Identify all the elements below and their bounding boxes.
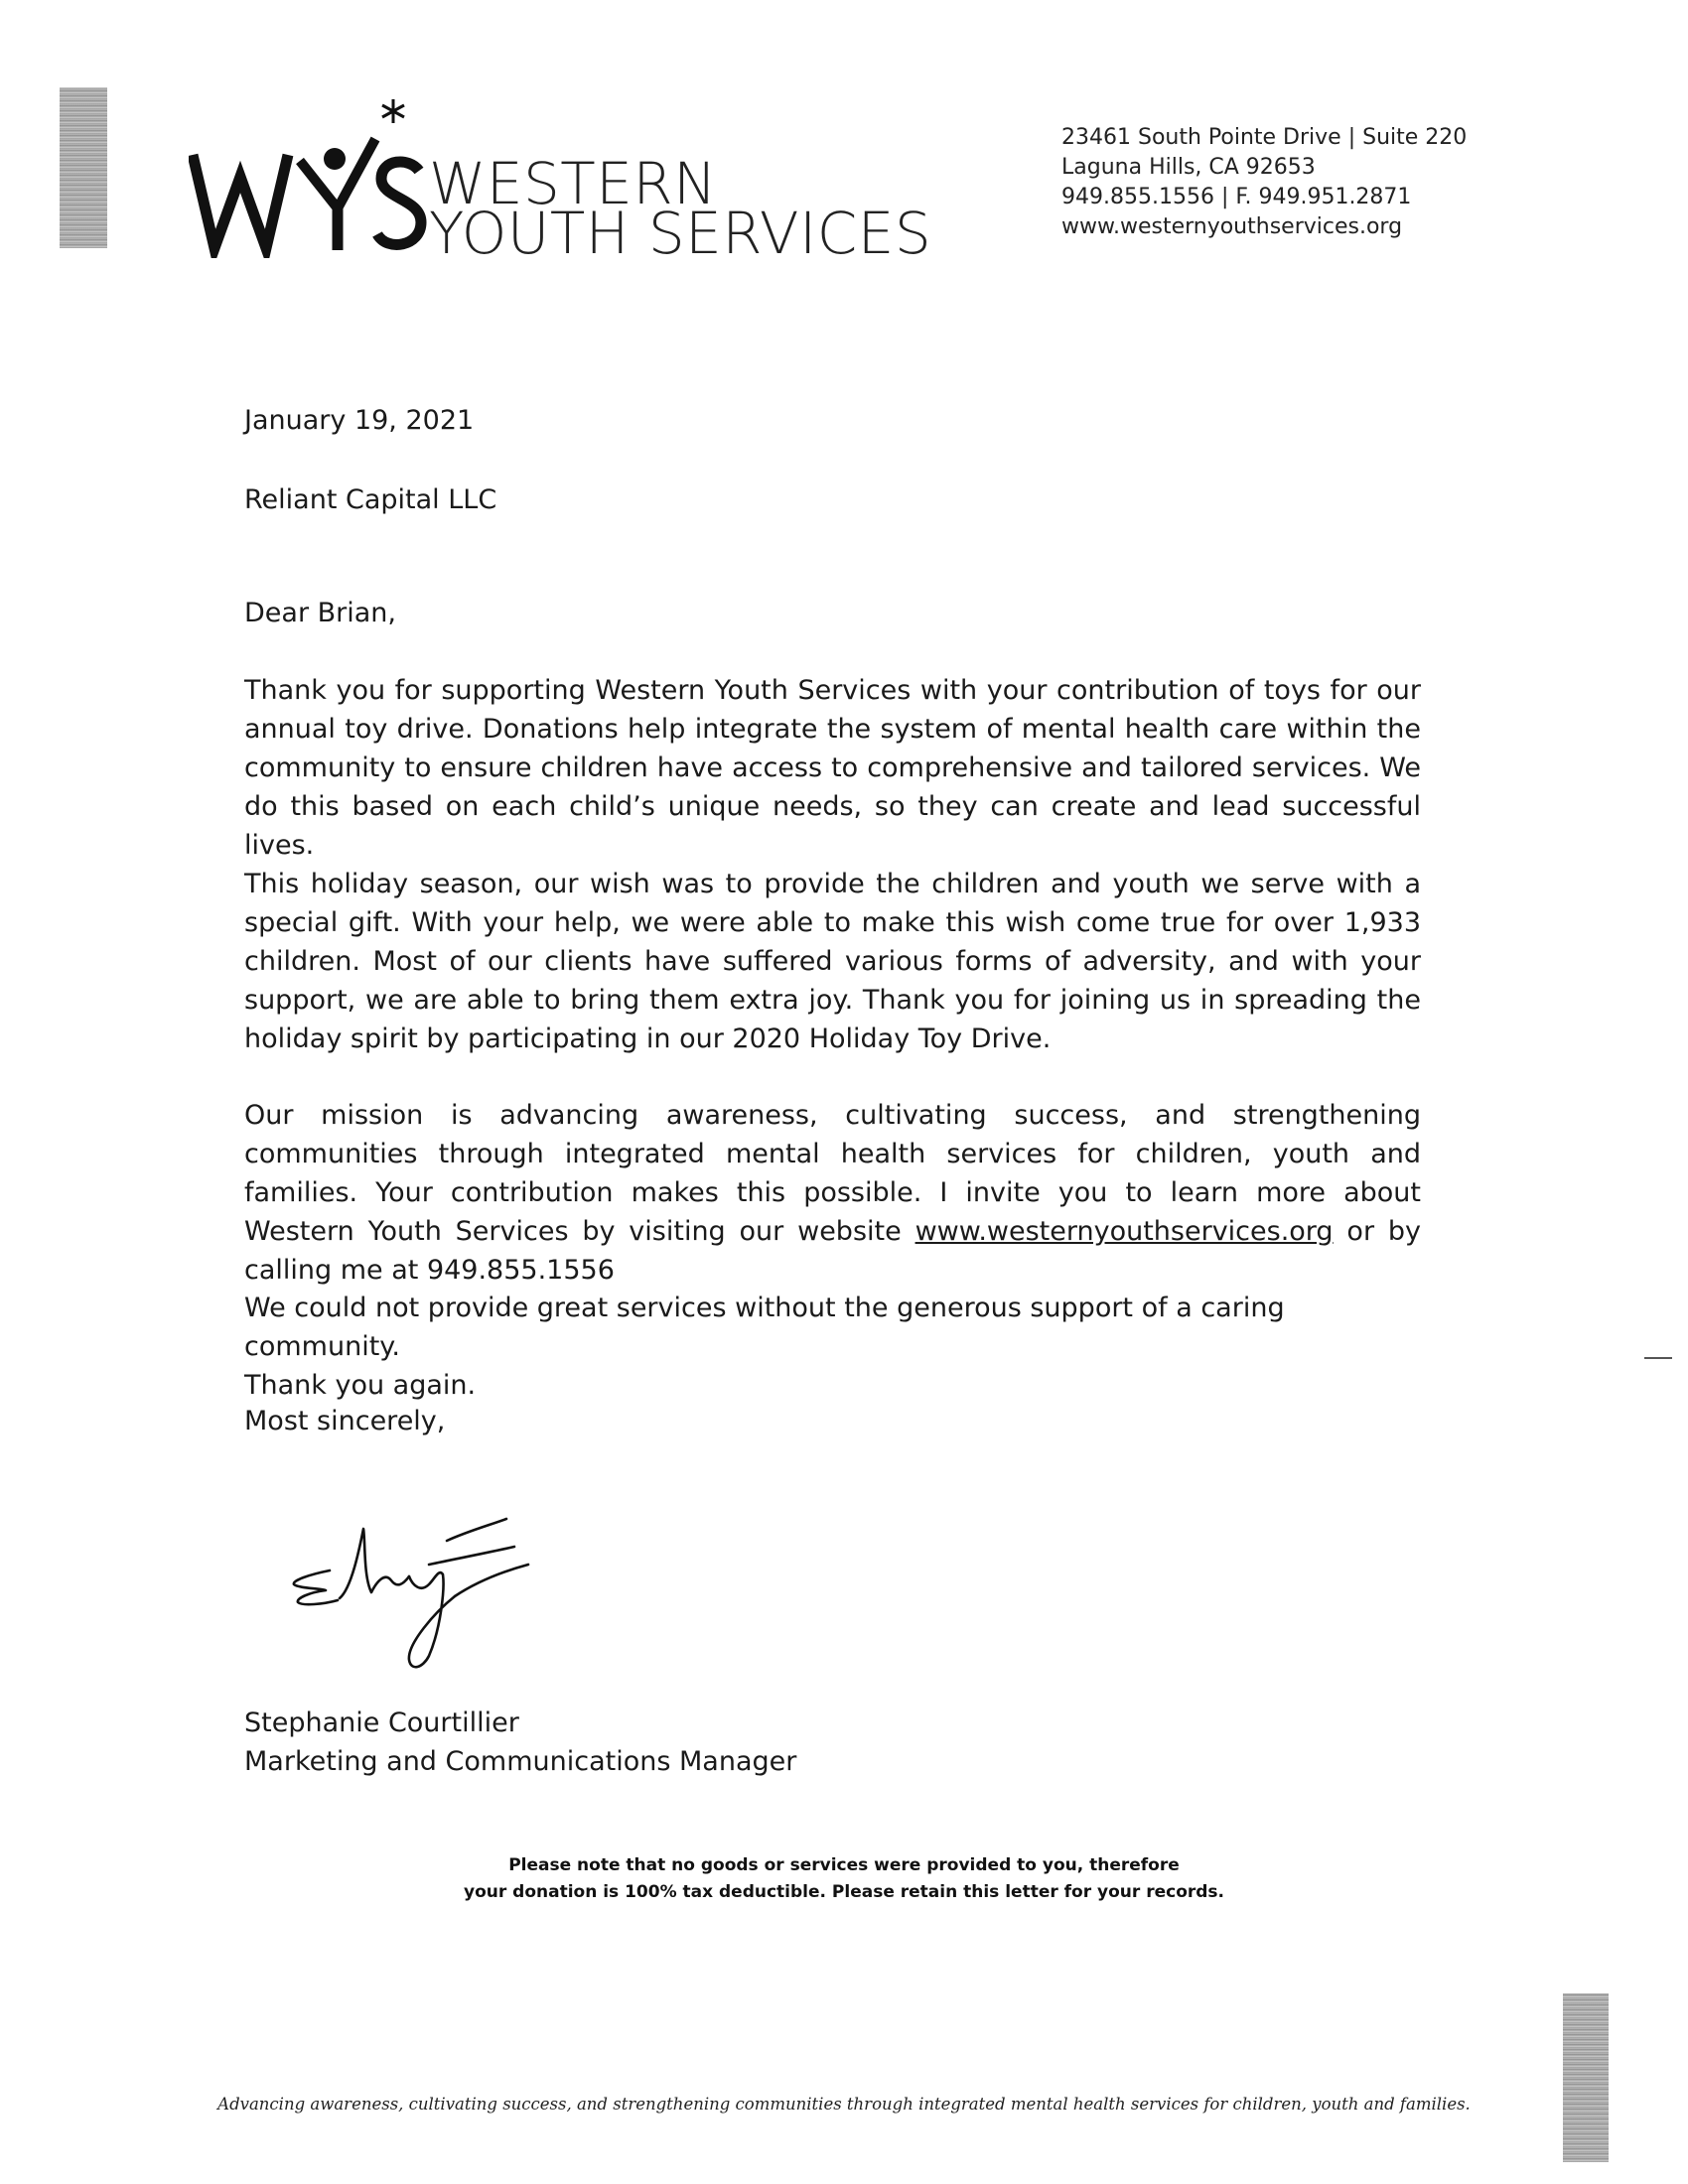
tax-deductible-note [0, 1852, 1688, 1906]
paragraph-line: Thank you again. [244, 1370, 477, 1401]
footer-tagline: Advancing awareness, cultivating success, and strengthening communities through integrated mental health services for children, youth and families. [217, 2095, 1471, 2114]
wordmark-line2: YOUTH SERVICES [429, 200, 932, 267]
signer-title: Marketing and Communications Manager [244, 1746, 797, 1777]
letter-recipient: Reliant Capital LLC [244, 484, 497, 515]
letterhead-address [1061, 123, 1467, 242]
address-website: www.westernyouthservices.org [1061, 214, 1403, 239]
organization-wordmark [429, 150, 932, 267]
paragraph-text: or by calling me at 949.855.1556 [244, 1216, 1422, 1286]
address-street: 23461 South Pointe Drive | Suite 220 [1061, 125, 1468, 150]
handwritten-signature-icon [280, 1489, 598, 1678]
letter-date: January 19, 2021 [244, 405, 475, 436]
paragraph-text: Our mission is advancing awareness, cultivating success, and strengthening communities through integrated mental health services for children, youth and families. Your contribution makes this possible. I invite you to learn more about Western Youth Services by visiting our website [244, 1100, 1421, 1247]
address-phone-fax: 949.855.1556 | F. 949.951.2871 [1061, 185, 1412, 209]
website-link[interactable]: www.westernyouthservices.org [914, 1216, 1334, 1247]
note-line: Please note that no goods or services were provided to you, therefore [508, 1855, 1180, 1875]
letter-salutation: Dear Brian, [244, 598, 396, 628]
letter-paragraph-mission [244, 1096, 1421, 1290]
scan-artifact-right [1563, 1993, 1609, 2162]
organization-logo [189, 99, 932, 267]
note-line: your donation is 100% tax deductible. Please retain this letter for your records. [463, 1882, 1225, 1902]
wys-logo-mark-icon [189, 99, 427, 258]
wordmark-line1: WESTERN [429, 150, 718, 217]
margin-mark [1644, 1357, 1672, 1359]
letter-paragraph: This holiday season, our wish was to provide the children and youth we serve with a special gift. With your help, we were able to make this wish come true for over 1,933 children. Most of our clients have suffered various forms of adversity, and with your support, we are able to bring them extra joy. Thank you for joining us in spreading the holiday spirit by participating in our 2020 Holiday Toy Drive. [244, 869, 1421, 1054]
letter-paragraph: Thank you for supporting Western Youth Services with your contribution of toys for our annual toy drive. Donations help integrate the system of mental health care within the community to ensure children have access to comprehensive and tailored services. We do this based on each child’s unique needs, so they can create and lead successful lives. [244, 675, 1421, 861]
signature-block [244, 1704, 1421, 1781]
address-city: Laguna Hills, CA 92653 [1061, 155, 1316, 180]
signer-name: Stephanie Courtillier [244, 1707, 519, 1738]
letter-closing: Most sincerely, [244, 1406, 446, 1436]
scan-artifact-left [60, 87, 107, 248]
paragraph-line: We could not provide great services without the generous support of a caring community. [244, 1293, 1285, 1362]
letter-paragraph-thanks [244, 1289, 1421, 1405]
